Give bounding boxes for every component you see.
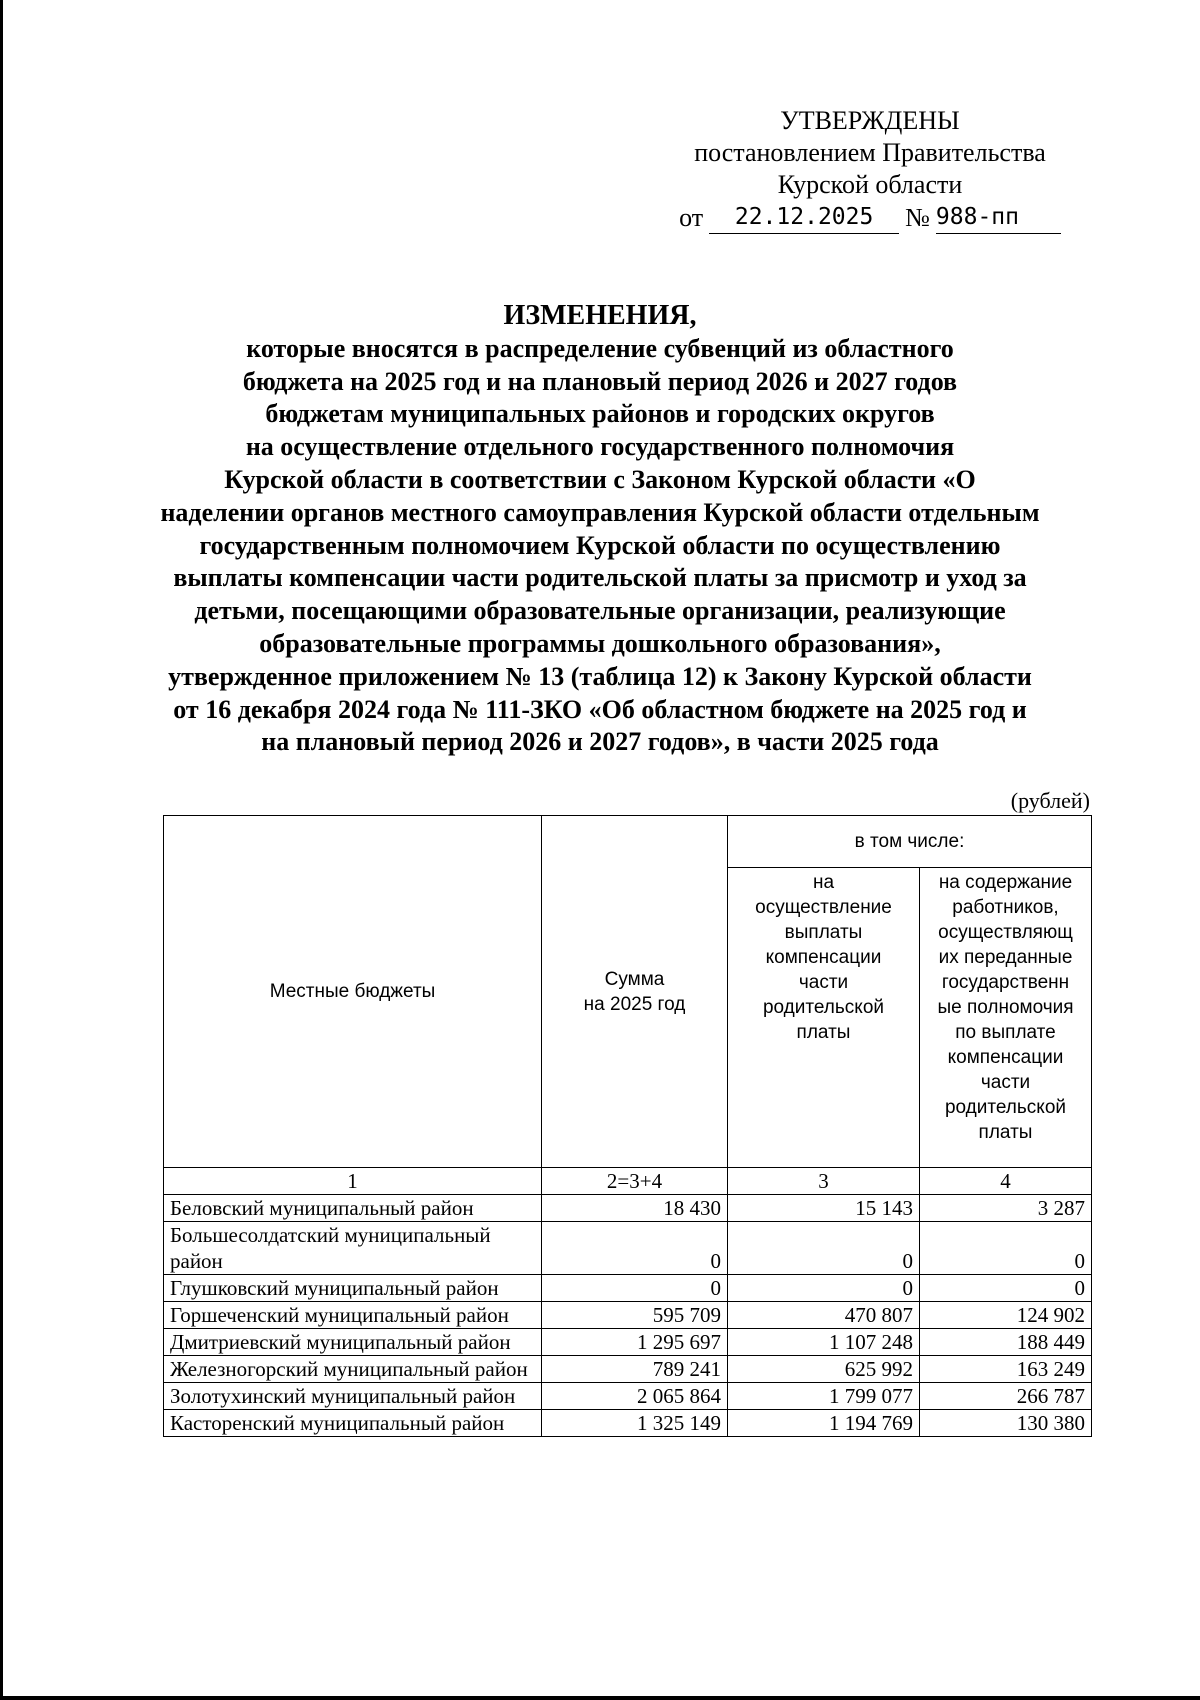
title-line: бюджетам муниципальных районов и городских округов xyxy=(265,399,935,429)
payments-value: 470 807 xyxy=(728,1302,920,1329)
payments-value: 0 xyxy=(728,1222,920,1275)
total-value: 18 430 xyxy=(542,1195,728,1222)
budget-table xyxy=(163,815,1092,1437)
total-value: 2 065 864 xyxy=(542,1383,728,1410)
table-row xyxy=(164,1356,1092,1383)
payments-value: 1 107 248 xyxy=(728,1329,920,1356)
title-line: на плановый период 2026 и 2027 годов», в части 2025 года xyxy=(261,727,939,757)
district-name: Касторенский муниципальный район xyxy=(164,1410,542,1437)
table-row xyxy=(164,1410,1092,1437)
district-name: Глушковский муниципальный район xyxy=(164,1275,542,1302)
approval-stamp xyxy=(670,105,1070,234)
column-number: 4 xyxy=(920,1168,1092,1195)
staff-value: 188 449 xyxy=(920,1329,1092,1356)
approval-status: УТВЕРЖДЕНЫ xyxy=(780,106,960,135)
title-line: Курской области в соответствии с Законом Курской области «О xyxy=(224,464,976,494)
title-line: образовательные программы дошкольного образования», xyxy=(259,628,941,658)
table-row xyxy=(164,1383,1092,1410)
payments-value: 15 143 xyxy=(728,1195,920,1222)
staff-value: 266 787 xyxy=(920,1383,1092,1410)
total-value: 0 xyxy=(542,1275,728,1302)
header-local-budgets: Местные бюджеты xyxy=(164,816,542,1168)
staff-value: 124 902 xyxy=(920,1302,1092,1329)
payments-value: 1 799 077 xyxy=(728,1383,920,1410)
staff-value: 130 380 xyxy=(920,1410,1092,1437)
date-prefix: от xyxy=(679,203,704,232)
header-payments: на осуществление выплаты компенсации части родительской платы xyxy=(728,868,920,1168)
approval-date-line xyxy=(670,201,1070,234)
title-line: от 16 декабря 2024 года № 111-ЗКО «Об областном бюджете на 2025 год и xyxy=(173,694,1027,724)
approval-date: 22.12.2025 xyxy=(709,201,899,234)
district-name: Большесолдатский муниципальный район xyxy=(164,1222,542,1275)
scan-edge-left xyxy=(0,0,3,1700)
title-line: наделении органов местного самоуправления Курской области отдельным xyxy=(160,497,1040,527)
column-number: 1 xyxy=(164,1168,542,1195)
approval-by-line2: Курской области xyxy=(777,170,963,199)
table-row xyxy=(164,1275,1092,1302)
district-name: Дмитриевский муниципальный район xyxy=(164,1329,542,1356)
table-row xyxy=(164,1222,1092,1275)
column-number: 3 xyxy=(728,1168,920,1195)
total-value: 1 325 149 xyxy=(542,1410,728,1437)
header-including: в том числе: xyxy=(728,816,1092,868)
total-value: 1 295 697 xyxy=(542,1329,728,1356)
table-row xyxy=(164,1302,1092,1329)
staff-value: 0 xyxy=(920,1222,1092,1275)
column-number-row xyxy=(164,1168,1092,1195)
title-line: на осуществление отдельного государственного полномочия xyxy=(245,432,955,462)
district-name: Горшеченский муниципальный район xyxy=(164,1302,542,1329)
title-line: которые вносятся в распределение субвенций из областного xyxy=(246,333,954,363)
payments-value: 1 194 769 xyxy=(728,1410,920,1437)
payments-value: 625 992 xyxy=(728,1356,920,1383)
table-row xyxy=(164,1195,1092,1222)
table-row xyxy=(164,1329,1092,1356)
district-name: Железногорский муниципальный район xyxy=(164,1356,542,1383)
title-heading: ИЗМЕНЕНИЯ, xyxy=(503,300,697,331)
total-value: 595 709 xyxy=(542,1302,728,1329)
staff-value: 3 287 xyxy=(920,1195,1092,1222)
district-name: Золотухинский муниципальный район xyxy=(164,1383,542,1410)
approval-by-line1: постановлением Правительства xyxy=(694,138,1046,167)
scan-edge-bottom xyxy=(0,1696,1200,1700)
payments-value: 0 xyxy=(728,1275,920,1302)
unit-label: (рублей) xyxy=(1010,788,1090,813)
staff-value: 163 249 xyxy=(920,1356,1092,1383)
title-line: выплаты компенсации части родительской платы за присмотр и уход за xyxy=(173,563,1027,593)
column-number: 2=3+4 xyxy=(542,1168,728,1195)
title-line: бюджета на 2025 год и на плановый период 2026 и 2027 годов xyxy=(242,366,958,396)
header-sum-2025: Сумма на 2025 год xyxy=(542,816,728,1168)
district-name: Беловский муниципальный район xyxy=(164,1195,542,1222)
approval-number: 988-пп xyxy=(936,201,1061,234)
total-value: 789 241 xyxy=(542,1356,728,1383)
title-line: утвержденное приложением № 13 (таблица 12) к Закону Курской области xyxy=(168,661,1032,691)
document-title xyxy=(120,300,1080,759)
total-value: 0 xyxy=(542,1222,728,1275)
number-prefix: № xyxy=(905,203,930,232)
title-line: детьми, посещающими образовательные организации, реализующие xyxy=(194,596,1006,626)
title-line: государственным полномочием Курской области по осуществлению xyxy=(199,530,1001,560)
staff-value: 0 xyxy=(920,1275,1092,1302)
header-staff: на содержание работников, осуществляющ их переданные государственн ые полномочия по выплате компенсации части родительской платы xyxy=(920,868,1092,1168)
